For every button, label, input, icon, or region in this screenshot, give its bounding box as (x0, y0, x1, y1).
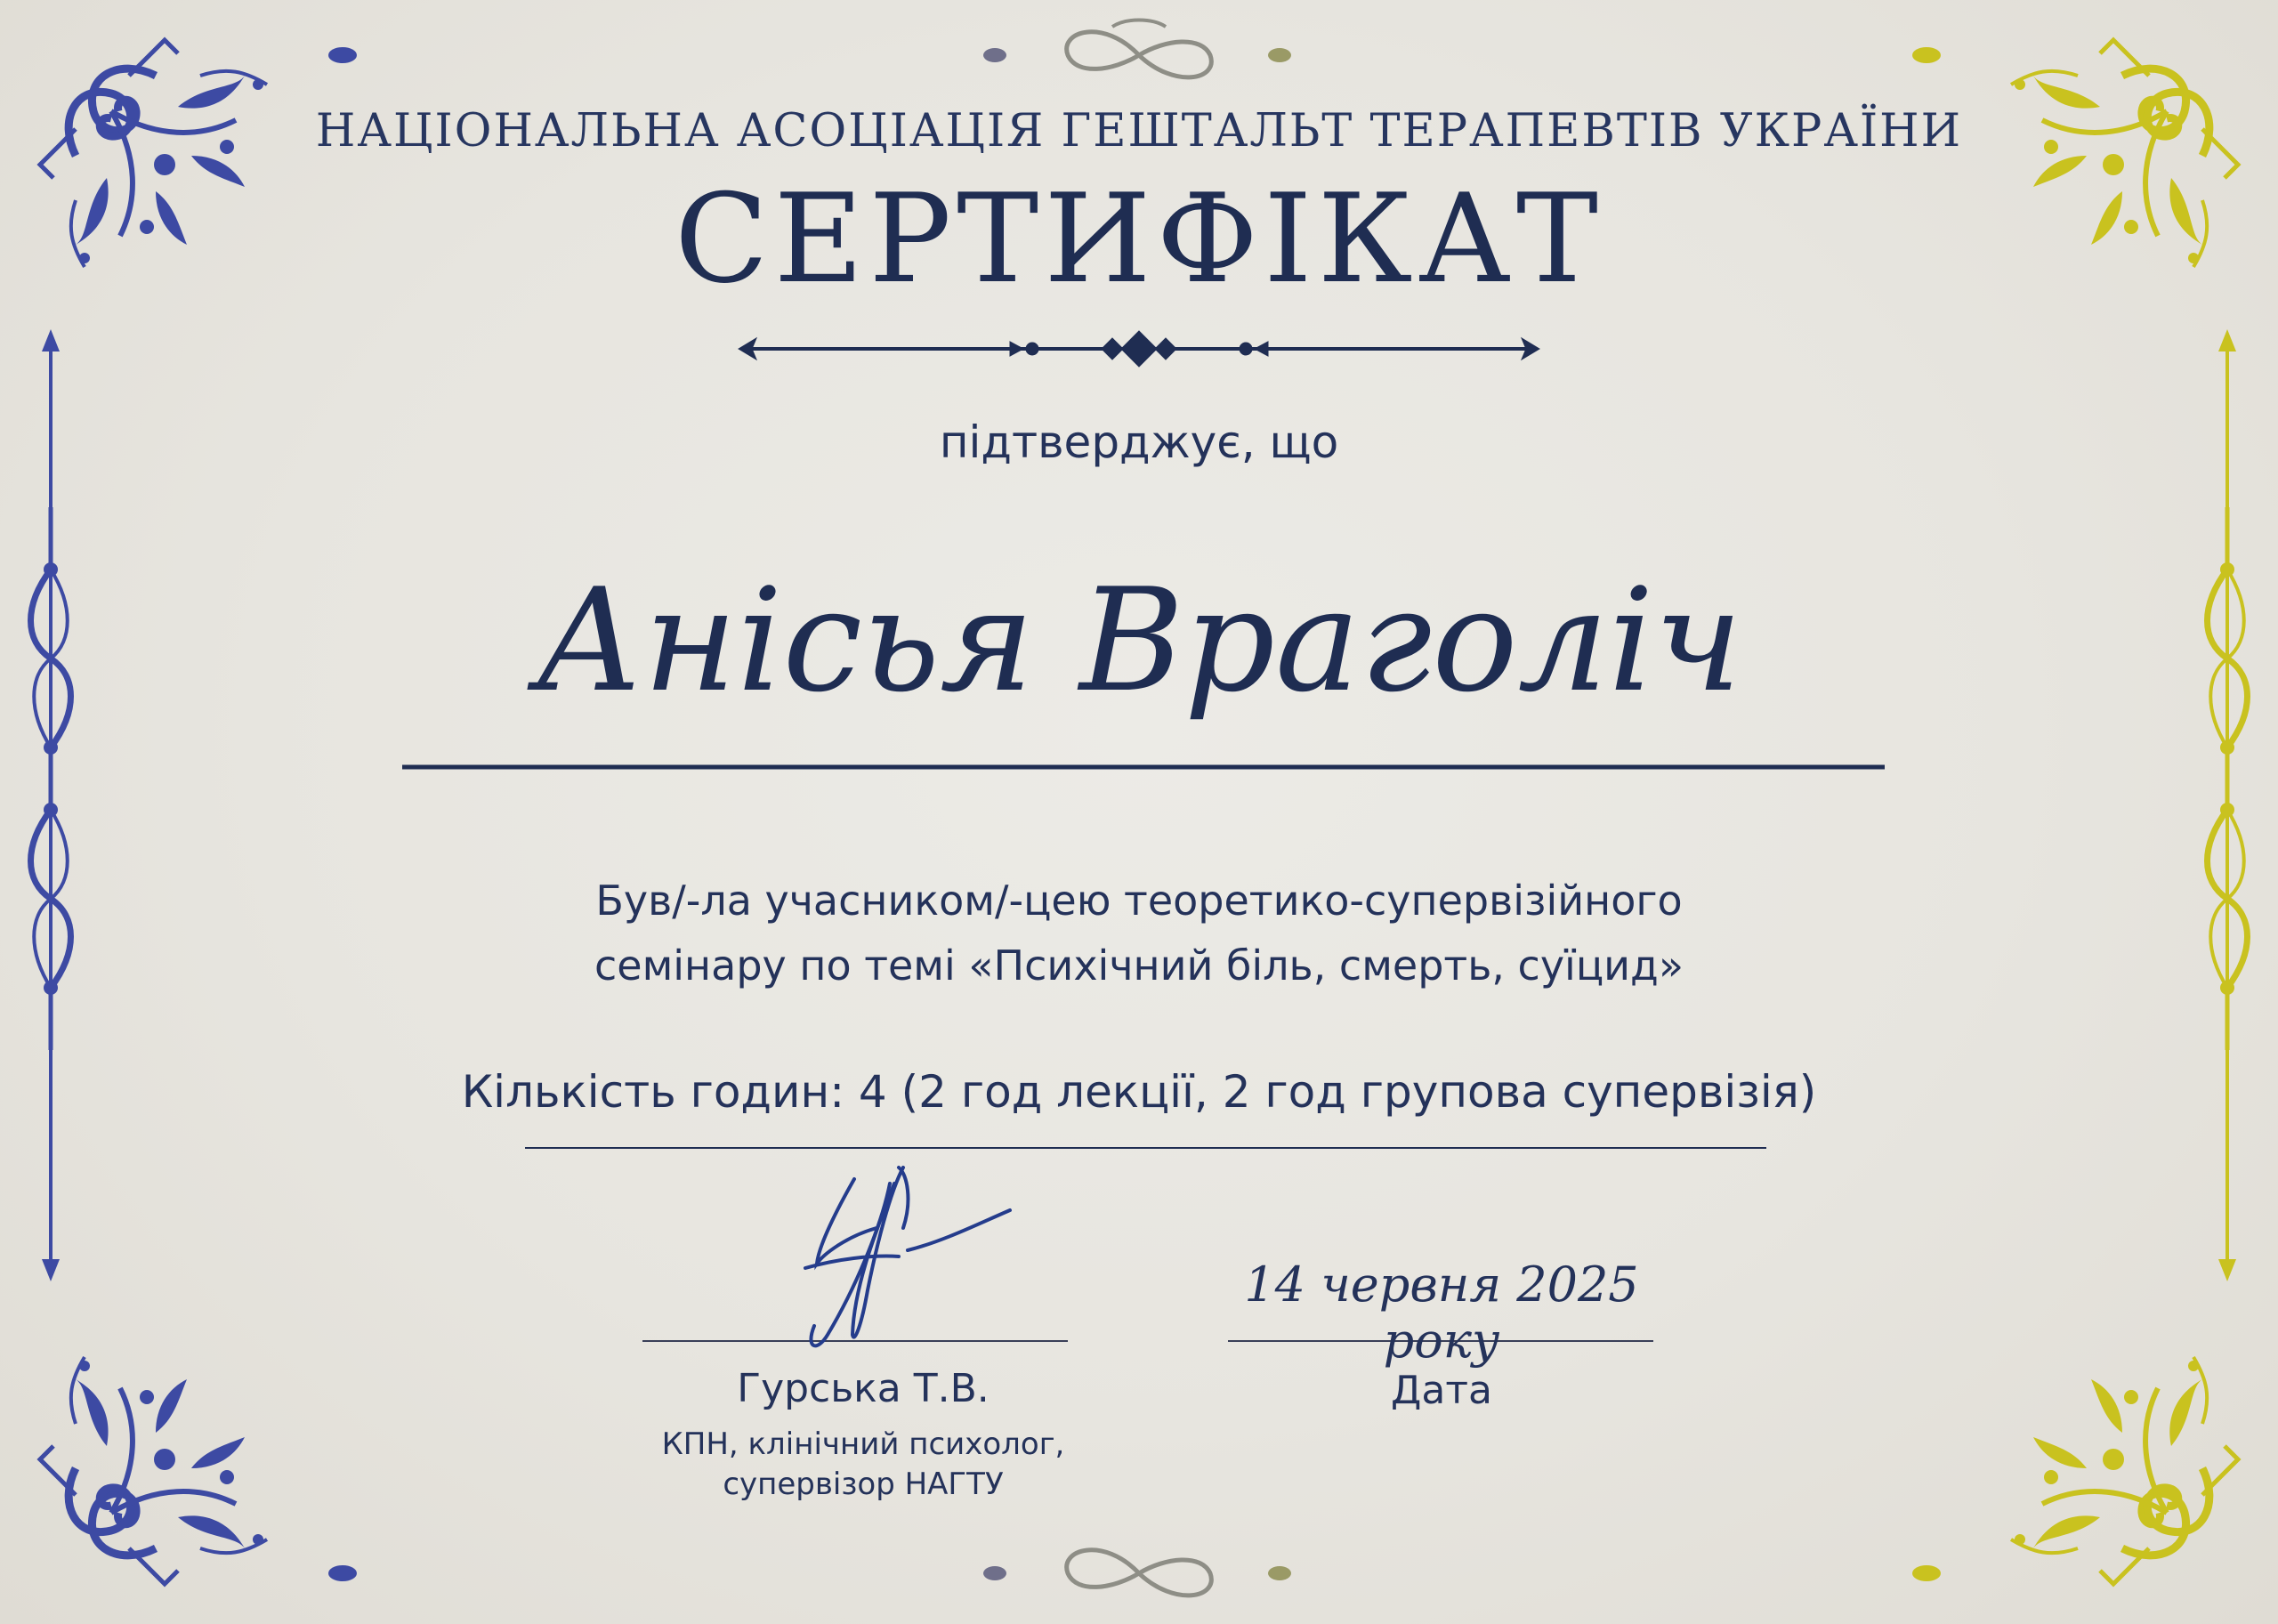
signer-title-line-1: КПН, клінічний психолог, (661, 1426, 1065, 1462)
description-line-1: Був/-ла учасником/-цею теоретико-супервізійного (595, 877, 1683, 925)
description-line-2: семінару по темі «Психічний біль, смерть, суїцид» (594, 941, 1684, 990)
signature-image (805, 1168, 1010, 1345)
date-label: Дата (1391, 1368, 1492, 1413)
signer-title-line-2: супервізор НАГТУ (723, 1466, 1004, 1502)
confirms-text: підтверджує, що (939, 416, 1339, 468)
hours-text: Кількість годин: 4 (2 год лекції, 2 год групова супервізія) (461, 1066, 1817, 1118)
title-divider (739, 331, 1539, 367)
signer-name: Гурська Т.В. (737, 1366, 990, 1411)
organization-name: НАЦІОНАЛЬНА АСОЦІАЦІЯ ГЕШТАЛЬТ ТЕРАПЕВТІВ УКРАЇНИ (315, 105, 1963, 158)
certificate-title: СЕРТИФІКАТ (675, 167, 1603, 311)
date-value: 14 червня 2025 року (1244, 1256, 1639, 1369)
recipient-name: Анісья Враголіч (535, 557, 1743, 723)
